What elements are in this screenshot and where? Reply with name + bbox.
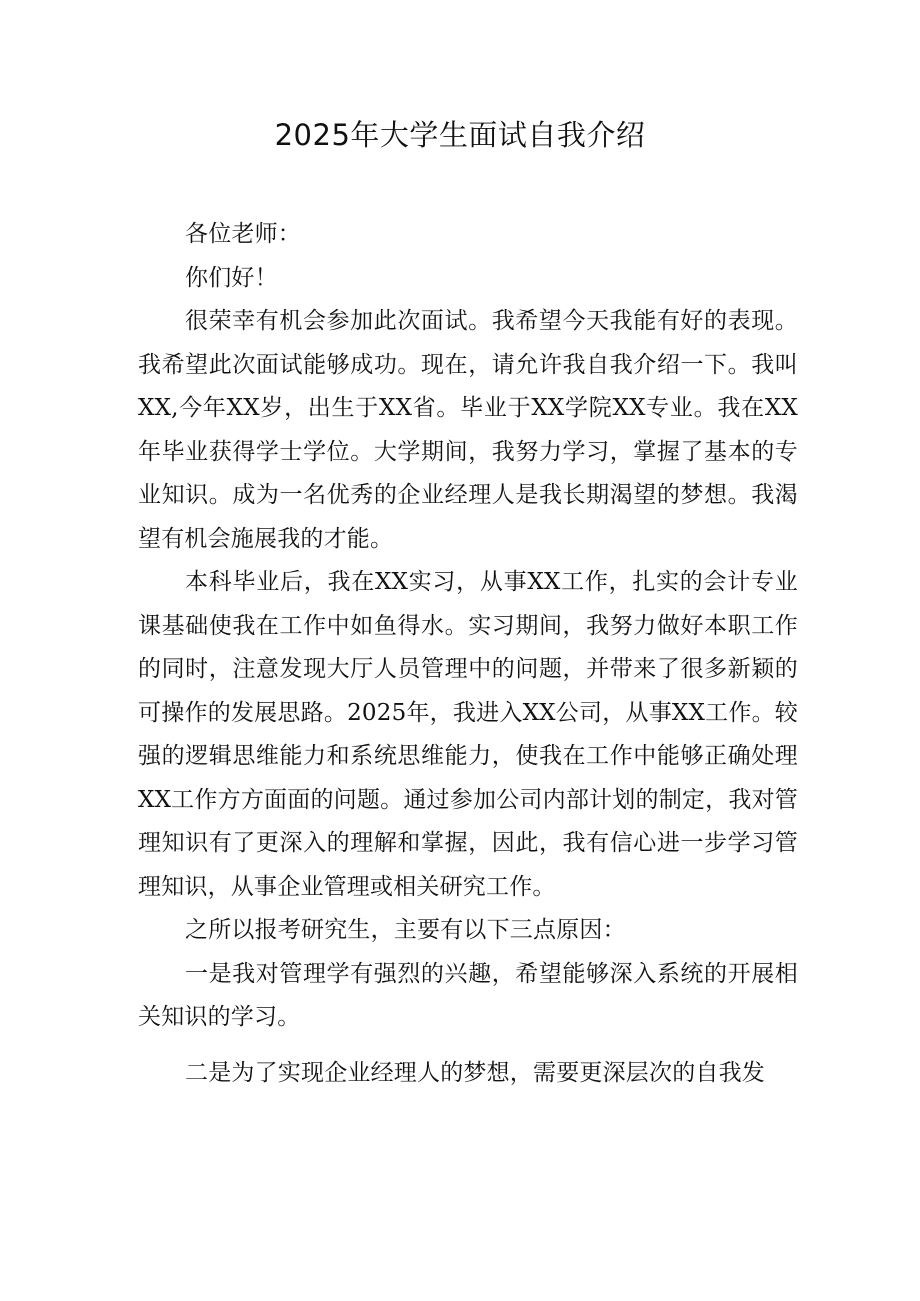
paragraph-reason-two: 二是为了实现企业经理人的梦想，需要更深层次的自我发 bbox=[185, 1059, 765, 1086]
greeting: 你们好！ bbox=[185, 264, 278, 291]
paragraph-introduction: 很荣幸有机会参加此次面试。我希望今天我能有好的表现。我希望此次面试能够成功。现在，请允许我自我介绍一下。我叫XX,今年XX岁，出生于XX省。毕业于XX学院XX专业。我在XX年毕业获得学士学位。大学期间，我努力学习，掌握了基本的专业知识。成为一名优秀的企业经理人是我长期渴望的梦想。我渴望有机会施展我的才能。 bbox=[138, 308, 798, 552]
salutation: 各位老师： bbox=[185, 221, 301, 247]
page-title: 2025年大学生面试自我介绍 bbox=[274, 118, 646, 152]
paragraph-reasons-heading: 之所以报考研究生，主要有以下三点原因： bbox=[185, 917, 626, 943]
paragraph-reason-one: 一是我对管理学有强烈的兴趣，希望能够深入系统的开展相关知识的学习。 bbox=[138, 960, 798, 1030]
paragraph-work-experience: 本科毕业后，我在XX实习，从事XX工作，扎实的会计专业课基础使我在工作中如鱼得水。实习期间，我努力做好本职工作的同时，注意发现大厅人员管理中的问题，并带来了很多新颖的可操作的发展思路。2025年，我进入XX公司，从事XX工作。较强的逻辑思维能力和系统思维能力，使我在工作中能够正确处理XX工作方方面面的问题。通过参加公司内部计划的制定，我对管理知识有了更深入的理解和掌握，因此，我有信心进一步学习管理知识，从事企业管理或相关研究工作。 bbox=[138, 569, 798, 900]
document-body bbox=[138, 213, 798, 1095]
